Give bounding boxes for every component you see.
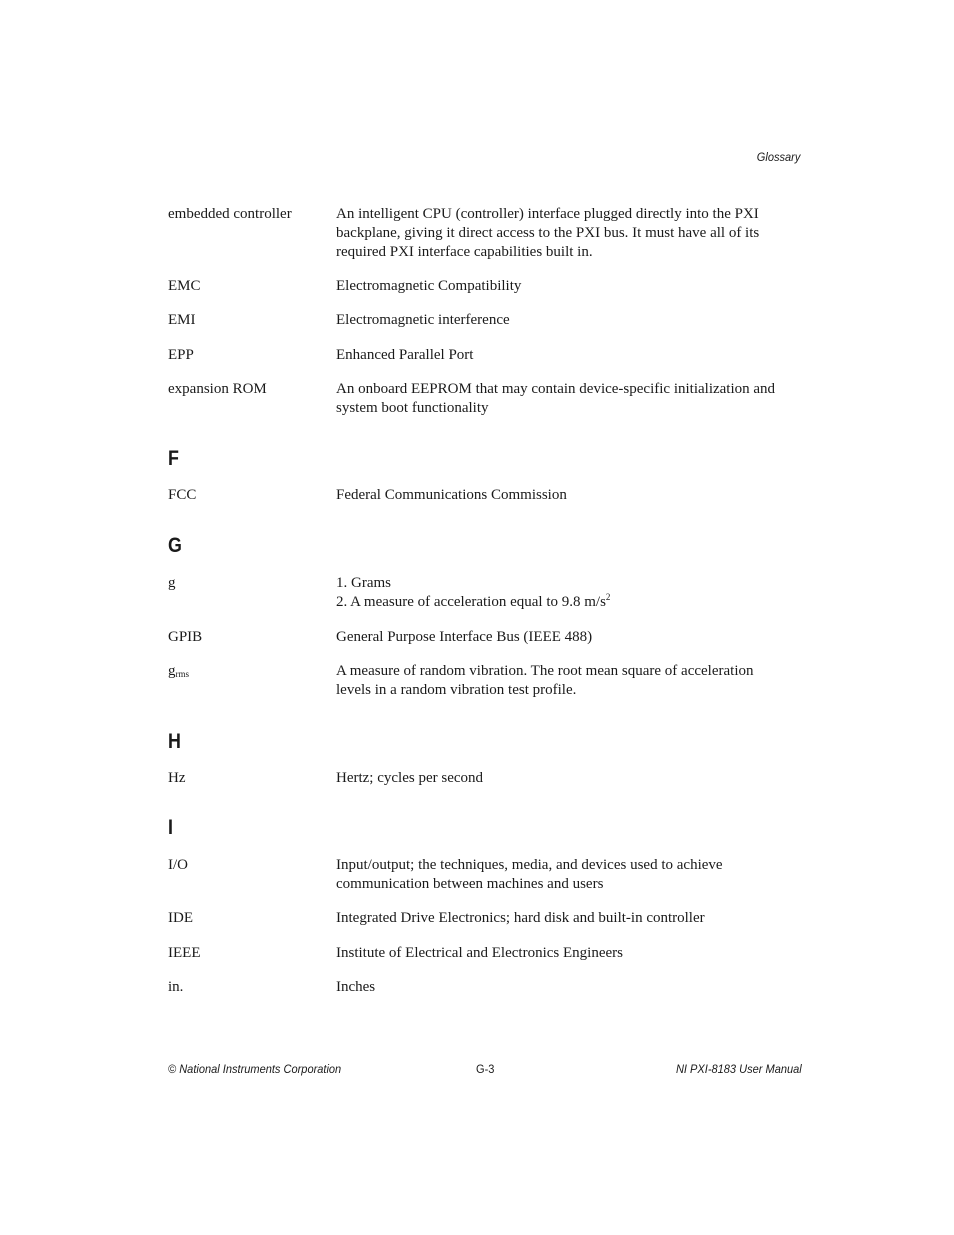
definition-line: A measure of random vibration. The root mean square of acceleration — [336, 663, 754, 679]
definition — [336, 856, 802, 894]
definition — [336, 205, 802, 262]
term: IDE — [168, 910, 193, 926]
entry-in — [168, 978, 802, 997]
term: GPIB — [168, 629, 203, 645]
definition-line: levels in a random vibration test profile. — [336, 682, 577, 698]
definition-line: backplane, giving it direct access to the PXI bus. It must have all of its — [336, 225, 760, 241]
term: FCC — [168, 487, 197, 503]
definition — [336, 574, 802, 612]
subscript: rms — [175, 669, 189, 679]
definition: Institute of Electrical and Electronics Engineers — [336, 945, 623, 961]
definition: Integrated Drive Electronics; hard disk and built-in controller — [336, 910, 705, 926]
entry-grms — [168, 662, 802, 700]
definition-line: required PXI interface capabilities built in. — [336, 244, 593, 260]
section-heading-h: H — [168, 730, 181, 753]
term: EPP — [168, 347, 194, 363]
entry-epp — [168, 346, 802, 365]
entry-ide — [168, 909, 802, 928]
definition: Electromagnetic Compatibility — [336, 278, 522, 294]
definition-line: Input/output; the techniques, media, and devices used to achieve — [336, 857, 723, 873]
term: IEEE — [168, 945, 201, 961]
entry-gpib — [168, 628, 802, 647]
superscript: 2 — [605, 592, 611, 602]
entry-io — [168, 856, 802, 894]
entry-hz — [168, 769, 802, 788]
term: in. — [168, 979, 184, 995]
definition: Federal Communications Commission — [336, 487, 567, 503]
entry-embedded-controller — [168, 205, 802, 262]
entry-fcc — [168, 486, 802, 505]
term: I/O — [168, 857, 188, 873]
definition: Inches — [336, 979, 376, 995]
term: EMI — [168, 312, 196, 328]
footer-page-number: G-3 — [476, 1062, 495, 1076]
section-heading-i: I — [168, 816, 173, 839]
definition: Enhanced Parallel Port — [336, 347, 474, 363]
term: expansion ROM — [168, 381, 267, 397]
definition: Electromagnetic interference — [336, 312, 510, 328]
definition-line: 1. Grams — [336, 575, 391, 591]
term: g — [168, 575, 176, 591]
entry-emc — [168, 277, 802, 296]
definition: General Purpose Interface Bus (IEEE 488) — [336, 629, 593, 645]
running-head: Glossary — [756, 150, 800, 164]
definition-text: 2. A measure of acceleration equal to 9.8 m/s — [336, 594, 606, 610]
footer-copyright: © National Instruments Corporation — [168, 1062, 342, 1076]
definition-line: communication between machines and users — [336, 876, 604, 892]
definition-line — [336, 593, 802, 612]
definition — [336, 662, 802, 700]
glossary-content — [168, 205, 802, 997]
entry-emi — [168, 311, 802, 330]
page-footer — [168, 1062, 802, 1078]
term: embedded controller — [168, 206, 292, 222]
definition-line: An onboard EEPROM that may contain device-specific initialization and — [336, 381, 776, 397]
footer-manual-title: NI PXI-8183 User Manual — [676, 1062, 802, 1076]
section-heading-g: G — [168, 534, 182, 557]
definition-line: An intelligent CPU (controller) interface plugged directly into the PXI — [336, 206, 759, 222]
term: EMC — [168, 278, 201, 294]
definition: Hertz; cycles per second — [336, 770, 484, 786]
term — [168, 662, 336, 700]
term-base: g — [168, 663, 176, 679]
entry-expansion-rom — [168, 380, 802, 418]
definition — [336, 380, 802, 418]
entry-g — [168, 574, 802, 612]
entry-ieee — [168, 944, 802, 963]
definition-line: system boot functionality — [336, 400, 489, 416]
section-heading-f: F — [168, 447, 179, 470]
term: Hz — [168, 770, 186, 786]
